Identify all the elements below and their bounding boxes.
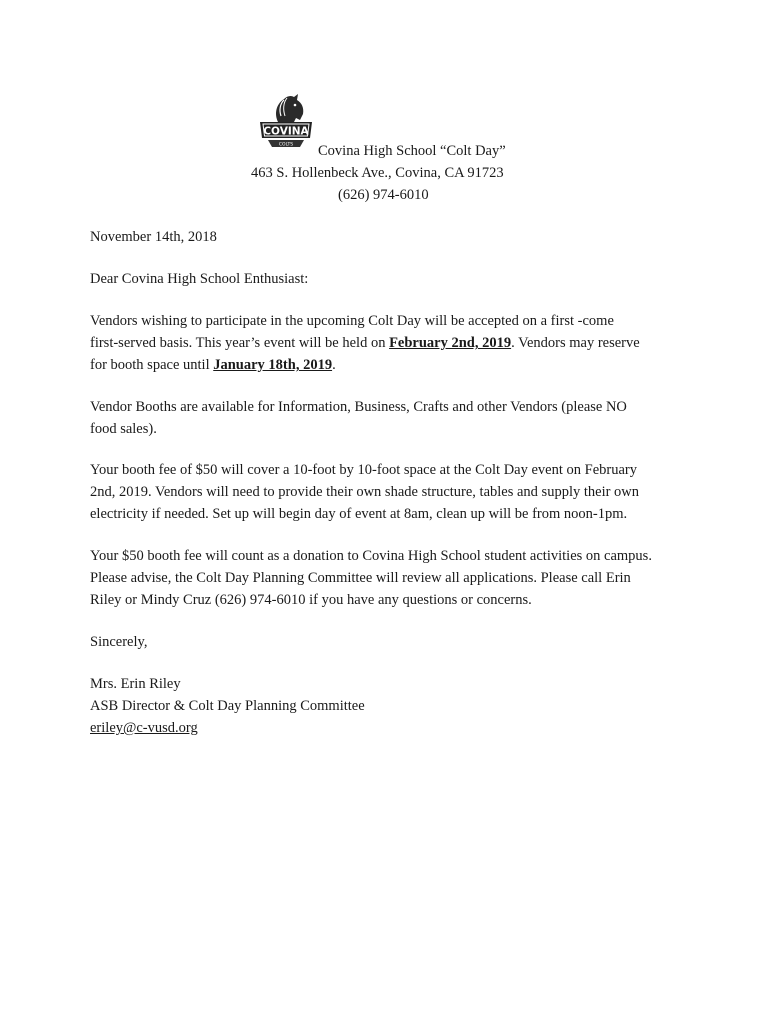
p1-line3-tail: . <box>332 357 336 373</box>
colt-horse-logo-icon <box>256 92 316 154</box>
p1-line1: Vendors wishing to participate in the upcoming Colt Day will be accepted on a first -come <box>90 313 614 329</box>
p2-line2: food sales). <box>90 421 157 437</box>
logo-text: COVINA <box>263 125 309 138</box>
signature-block <box>90 673 690 739</box>
header-address: 463 S. Hollenbeck Ave., Covina, CA 91723 <box>251 165 504 181</box>
p4-line2: Please advise, the Colt Day Planning Committee will review all applications. Please call Erin <box>90 570 631 586</box>
p3-line2: 2nd, 2019. Vendors will need to provide their own shade structure, tables and supply their own <box>90 484 640 500</box>
signature-name: Mrs. Erin Riley <box>90 676 181 692</box>
salutation: Dear Covina High School Enthusiast: <box>90 271 309 287</box>
logo-subtext: COLTS <box>278 142 294 148</box>
email-link[interactable]: eriley@c-vusd.org <box>90 720 198 736</box>
p1-line2-tail: . Vendors may reserve <box>511 335 640 351</box>
header-phone: (626) 974-6010 <box>338 187 429 203</box>
paragraph-fee <box>90 459 690 525</box>
deadline-date: January 18th, 2019 <box>213 357 333 373</box>
p1-line2 <box>90 332 690 354</box>
p3-line1: Your booth fee of $50 will cover a 10-foot by 10-foot space at the Colt Day event on February <box>90 462 637 478</box>
p2-line1: Vendor Booths are available for Information, Business, Crafts and other Vendors (please NO <box>90 399 627 415</box>
event-date: February 2nd, 2019 <box>389 335 512 351</box>
p4-line3: Riley or Mindy Cruz (626) 974-6010 if you have any questions or concerns. <box>90 592 532 608</box>
p1-line3-text: for booth space until <box>90 357 214 373</box>
p1-line3 <box>90 354 690 376</box>
closing: Sincerely, <box>90 634 148 650</box>
p3-line3: electricity if needed. Set up will begin day of event at 8am, clean up will be from noon-1pm. <box>90 506 628 522</box>
paragraph-booths <box>90 396 690 440</box>
signature-title: ASB Director & Colt Day Planning Committee <box>90 698 365 714</box>
letter-date: November 14th, 2018 <box>90 229 217 245</box>
header-school-name: Covina High School “Colt Day” <box>318 143 506 159</box>
p1-line2-text: first-served basis. This year’s event will be held on <box>90 335 390 351</box>
paragraph-donation <box>90 545 690 611</box>
paragraph-vendors <box>90 310 690 376</box>
p4-line1: Your $50 booth fee will count as a donation to Covina High School student activities on campus. <box>90 548 652 564</box>
